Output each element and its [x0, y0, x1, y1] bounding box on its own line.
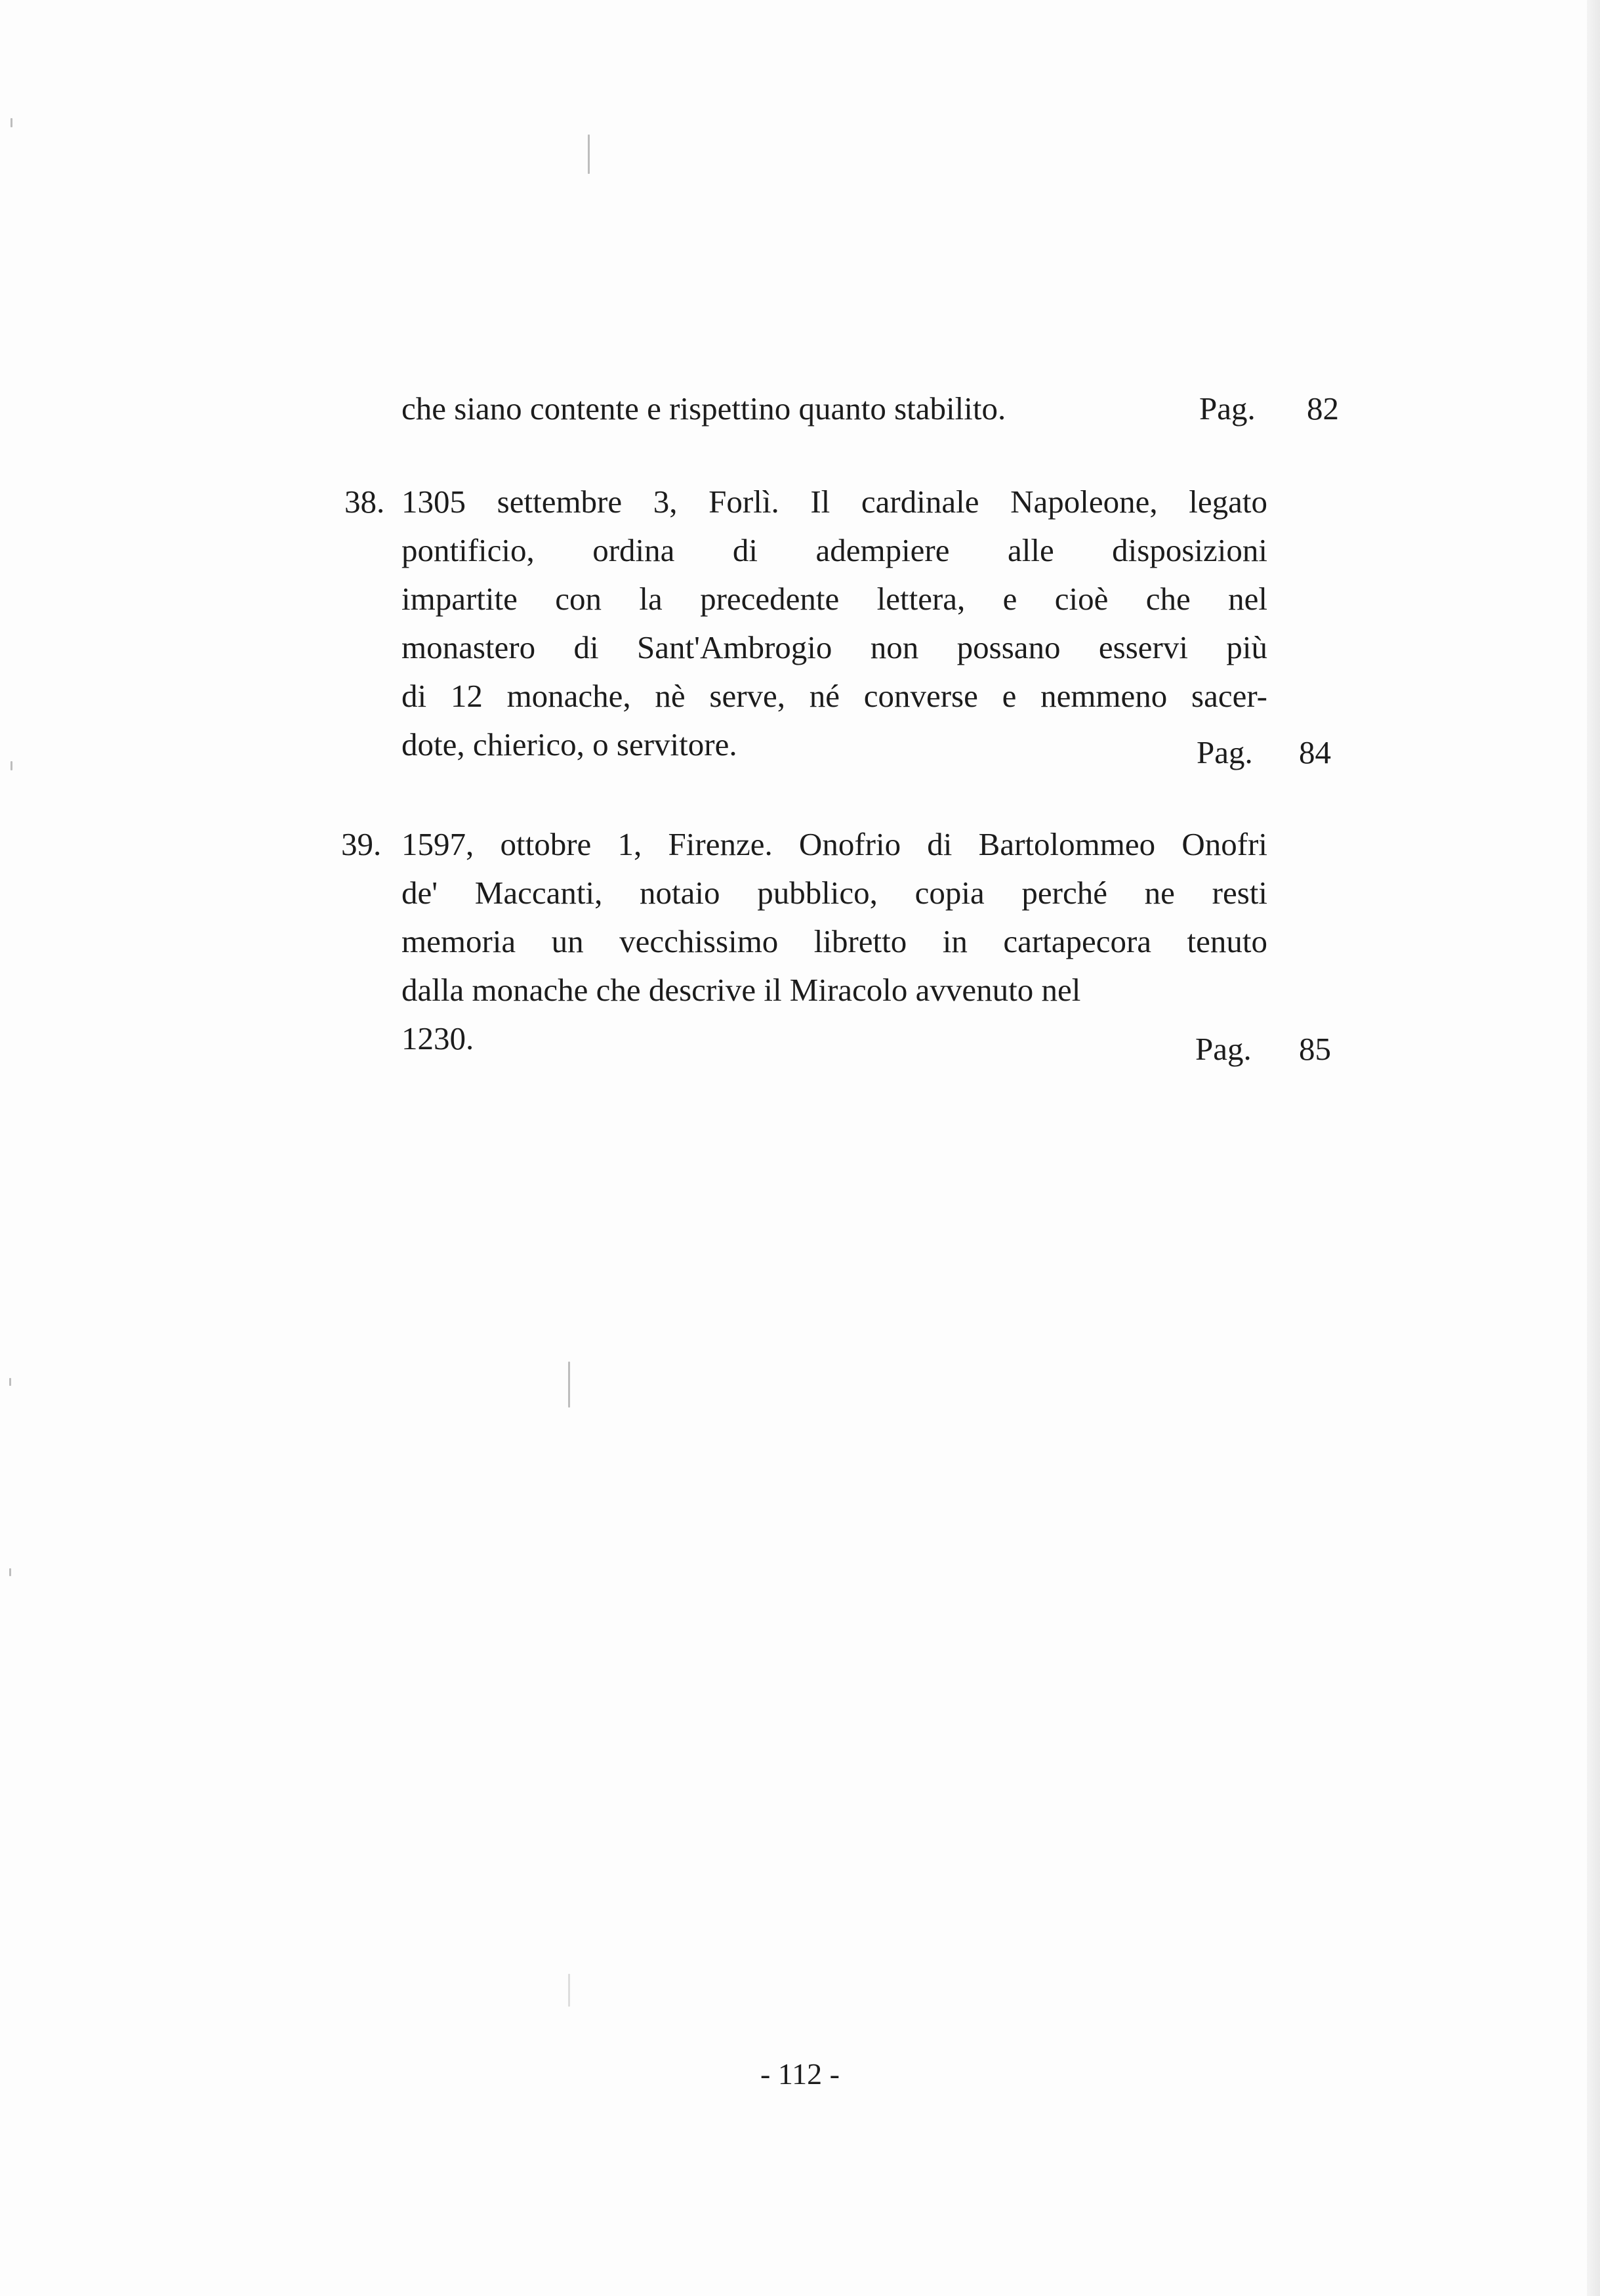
- entry-text-line: pontificio, ordina di adempiere alle disposizioni: [401, 532, 1267, 568]
- entry-text-line: di 12 monache, nè serve, né converse e nemmeno sacer-: [401, 678, 1267, 714]
- entry-text-line: monastero di Sant'Ambrogio non possano esservi più: [401, 629, 1267, 665]
- pag-label: Pag.: [1195, 1031, 1252, 1067]
- page-edge-shadow: [1587, 0, 1600, 2296]
- entry-text-line: dalla monache che descrive il Miracolo avvenuto nel: [401, 972, 1081, 1008]
- scan-mark: [9, 1378, 11, 1386]
- page-reference: 82: [1307, 390, 1339, 427]
- scan-mark: [10, 761, 12, 770]
- scan-mark: [568, 1362, 570, 1408]
- entry-text-line: 1597, ottobre 1, Firenze. Onofrio di Bartolommeo Onofri: [401, 826, 1267, 862]
- page-number: - 112 -: [760, 2057, 840, 2091]
- entry-text-line: impartite con la precedente lettera, e cioè che nel: [401, 581, 1267, 617]
- scan-mark: [568, 1974, 570, 2007]
- entry-number: 39.: [341, 826, 382, 862]
- page-reference: 84: [1299, 734, 1331, 770]
- entry-text-line: de' Maccanti, notaio pubblico, copia perché ne resti: [401, 875, 1267, 911]
- scan-mark: [588, 135, 590, 174]
- entry-text-line: 1305 settembre 3, Forlì. Il cardinale Napoleone, legato: [401, 484, 1267, 520]
- scan-mark: [10, 118, 12, 127]
- continuation-line: che siano contente e rispettino quanto stabilito.: [401, 390, 1006, 427]
- entry-text-line: 1230.: [401, 1020, 474, 1056]
- page-reference: 85: [1299, 1031, 1331, 1067]
- pag-label: Pag.: [1197, 734, 1253, 770]
- entry-number: 38.: [344, 484, 385, 520]
- entry-text-line: dote, chierico, o servitore.: [401, 726, 737, 762]
- scan-mark: [9, 1568, 11, 1576]
- pag-label: Pag.: [1199, 390, 1256, 427]
- entry-text-line: memoria un vecchissimo libretto in cartapecora tenuto: [401, 923, 1267, 959]
